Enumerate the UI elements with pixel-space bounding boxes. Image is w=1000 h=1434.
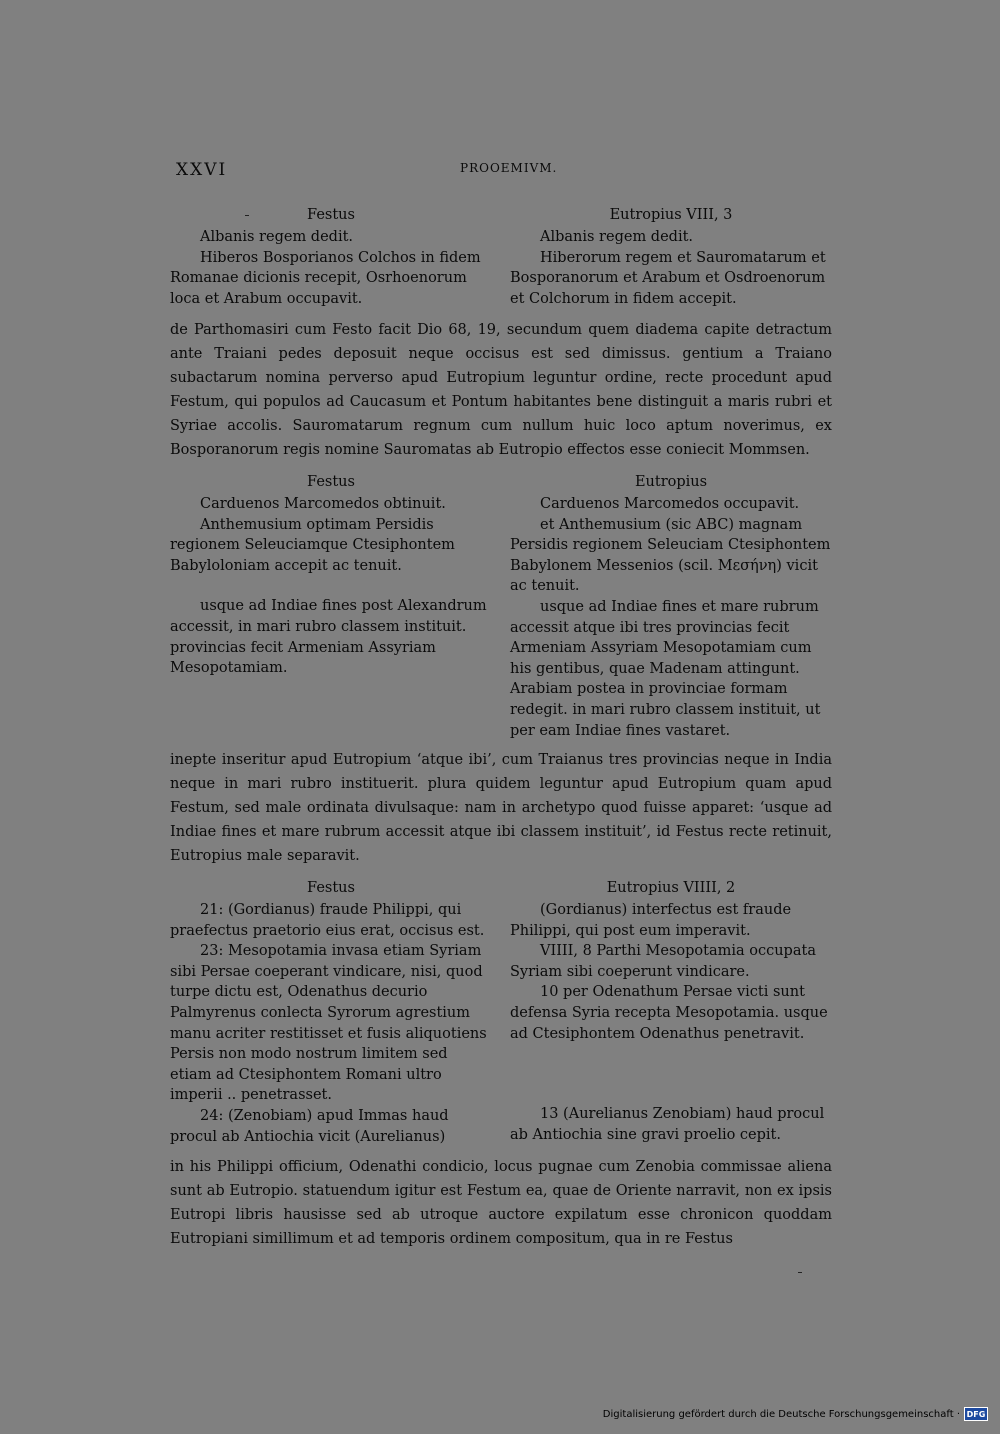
text-paragraph: Carduenos Marcomedos occupavit.: [540, 496, 800, 512]
comparison-section-1: [170, 203, 832, 309]
comparison-section-2: [170, 470, 832, 741]
text-paragraph: Carduenos Marcomedos obtinuit.: [200, 496, 446, 512]
text-paragraph: usque ad Indiae fines post Alexandrum accessit, in mari rubro classem instituit. provincias fecit Armeniam Assyriam Mesopotamiam.: [170, 598, 487, 677]
text-paragraph: Hiberorum regem et Sauromatarum et Bosporanorum et Arabum et Osdroenorum et Colchorum in fidem accepit.: [510, 249, 826, 307]
eutropius-column: [510, 876, 832, 1147]
text-paragraph: 10 per Odenathum Persae victi sunt defensa Syria recepta Mesopotamia. usque ad Ctesiphontem Odenathus penetravit.: [510, 984, 828, 1042]
comparison-section-3: [170, 876, 832, 1147]
festus-column: [170, 203, 492, 309]
page-header: [176, 160, 830, 180]
text-paragraph: 13 (Aurelianus Zenobiam) haud procul ab Antiochia sine gravi proelio cepit.: [510, 1106, 825, 1143]
column-heading: Eutropius: [634, 474, 708, 490]
commentary-paragraph-2: inepte inseritur apud Eutropium ‘atque ibi’, cum Traianus tres provincias neque in India neque in mari rubro instituerit. plura quidem leguntur apud Eutropium quam apud Festum, sed male ordinata divulsaque: nam in archetypo quod fuisse apparet: ‘usque ad Indiae fines et mare rubrum accessit atque ibi classem instituit’, id Festus recte retinuit, Eutropius male separavit.: [170, 752, 832, 864]
eutropius-column: [510, 470, 832, 741]
text-paragraph: et Anthemusium (sic ABC) magnam Persidis regionem Seleuciam Ctesiphontem Babylonem Messenios (scil. Μεσήνη) vicit ac tenuit.: [510, 516, 831, 595]
text-paragraph: 23: Mesopotamia invasa etiam Syriam sibi Persae coeperant vindicare, nisi, quod turpe dictu est, Odenathus decurio Palmyrenus conlecta Syrorum agrestium manu acriter restitisset et fusis aliquotiens Persis non modo nostrum limitem sed etiam ad Ctesiphontem Romani ultro imperii .. penetrasset.: [170, 943, 487, 1104]
credit-text: Digitalisierung gefördert durch die Deutsche Forschungsgemeinschaft ·: [602, 1408, 960, 1420]
text-paragraph: Albanis regem dedit.: [200, 229, 354, 245]
text-paragraph: Hiberos Bosporianos Colchos in fidem Romanae dicionis recepit, Osrhoenorum loca et Arabum occupavit.: [170, 249, 481, 307]
column-heading: Eutropius VIIII, 2: [606, 880, 736, 896]
column-heading: Festus: [307, 474, 355, 490]
text-paragraph: 21: (Gordianus) fraude Philippi, qui praefectus praetorio eius erat, occisus est.: [170, 902, 485, 939]
column-heading: Eutropius VIII, 3: [609, 207, 733, 223]
commentary-paragraph-1: de Parthomasiri cum Festo facit Dio 68, 19, secundum quem diadema capite detractum ante Traiani pedes deposuit neque occisus est sed dimissus. gentium a Traiano subactarum nomina perverso apud Eutropium leguntur ordine, recte procedunt apud Festum, qui populos ad Caucasum et Pontum habitantes bene distinguit a maris rubri et Syriae accolis. Sauromatarum regnum cum nullum huic loco aptum noverimus, ex Bosporanorum regis nomine Sauromatas ab Eutropio effectos esse coniecit Mommsen.: [170, 322, 832, 458]
text-paragraph: VIIII, 8 Parthi Mesopotamia occupata Syriam sibi coeperunt vindicare.: [510, 943, 816, 980]
commentary-paragraph-3: in his Philippi officium, Odenathi condicio, locus pugnae cum Zenobia commissae aliena sunt ab Eutropio. statuendum igitur est Festum ea, quae de Oriente narravit, non ex ipsis Eutropi libris hausisse sed ab utroque auctore expilatum esse chronicon quoddam Eutropiani simillimum et ad temporis ordinem compositum, qua in re Festus: [170, 1159, 832, 1247]
column-heading: Festus: [307, 880, 355, 896]
scan-speck: [798, 1272, 802, 1273]
scan-speck: [245, 215, 249, 216]
text-paragraph: 24: (Zenobiam) apud Immas haud procul ab Antiochia vicit (Aurelianus): [170, 1107, 449, 1145]
dfg-logo-icon: DFG: [964, 1407, 988, 1421]
eutropius-column: [510, 203, 832, 309]
festus-column: [170, 470, 492, 741]
text-paragraph: usque ad Indiae fines et mare rubrum accessit atque ibi tres provincias fecit Armeniam Assyriam Mesopotamiam cum his gentibus, quae Madenam attingunt. Arabiam postea in provinciae formam redegit. in mari rubro classem instituit, ut per eam Indiae fines vastaret.: [510, 598, 821, 739]
column-heading: Festus: [307, 207, 355, 223]
digitization-credit: [603, 1406, 988, 1422]
running-title: PROOEMIVM.: [460, 161, 558, 175]
text-paragraph: Anthemusium optimam Persidis regionem Seleuciamque Ctesiphontem Babyloloniam accepit ac tenuit.: [170, 516, 455, 574]
text-paragraph: (Gordianus) interfectus est fraude Philippi, qui post eum imperavit.: [510, 902, 792, 939]
text-paragraph: Albanis regem dedit.: [540, 229, 694, 245]
festus-column: [170, 876, 492, 1147]
page-number: XXVI: [176, 160, 228, 180]
